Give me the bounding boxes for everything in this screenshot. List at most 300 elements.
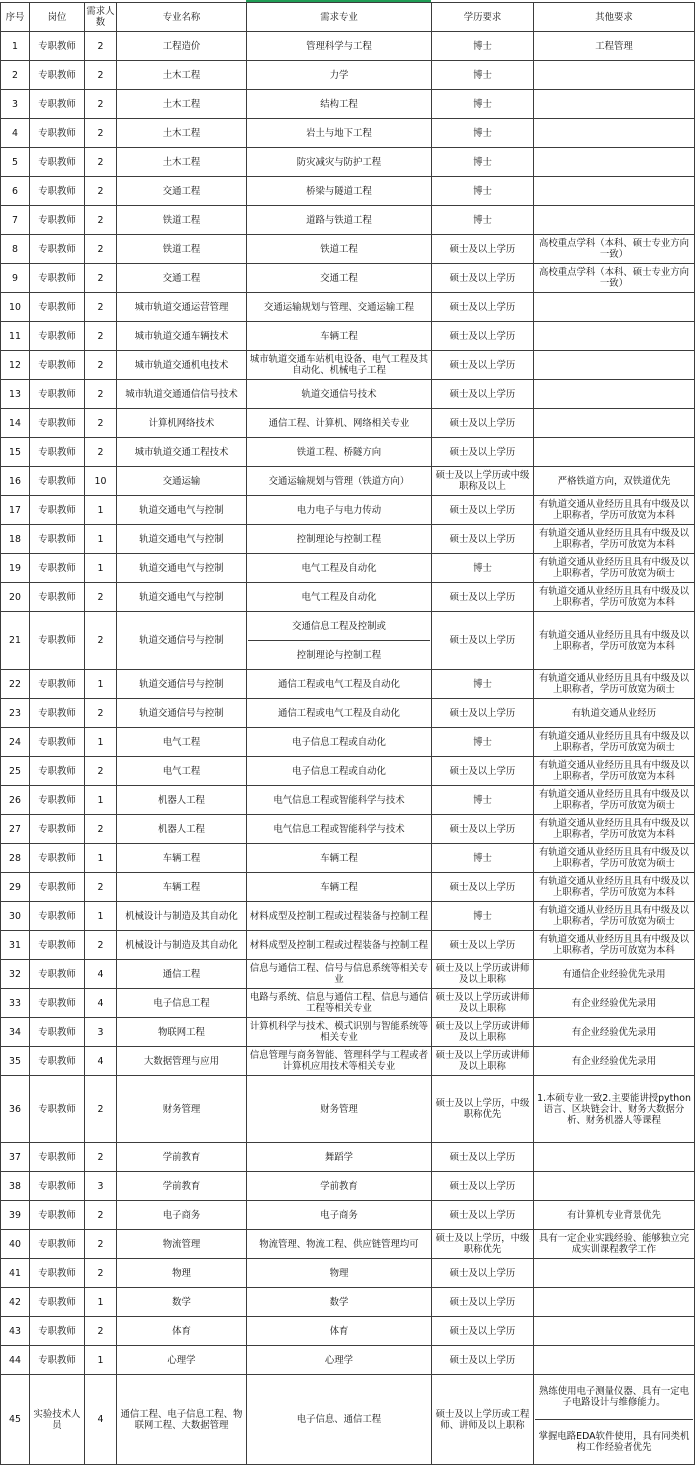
table-row xyxy=(1,1259,695,1288)
table-row xyxy=(1,61,695,90)
table-row xyxy=(1,177,695,206)
cell-other: 有轨道交通从业经历且具有中级及以上职称者，学历可放宽为硕士 xyxy=(534,670,695,699)
cell-other: 有轨道交通从业经历且具有中级及以上职称者，学历可放宽为硕士 xyxy=(534,554,695,583)
table-row xyxy=(1,728,695,757)
cell-count: 1 xyxy=(85,1288,117,1317)
cell-count: 2 xyxy=(85,931,117,960)
cell-required-major: 电气工程及自动化 xyxy=(247,554,432,583)
cell-major: 工程造价 xyxy=(117,32,247,61)
cell-count: 4 xyxy=(85,1047,117,1076)
cell-required-major: 道路与铁道工程 xyxy=(247,206,432,235)
cell-post: 专职教师 xyxy=(30,1143,85,1172)
cell-post: 专职教师 xyxy=(30,931,85,960)
cell-major: 电子信息工程 xyxy=(117,989,247,1018)
cell-education: 硕士及以上学历 xyxy=(432,1172,534,1201)
cell-post: 专职教师 xyxy=(30,235,85,264)
cell-required-major: 计算机科学与技术、模式识别与智能系统等相关专业 xyxy=(247,1018,432,1047)
cell-no: 19 xyxy=(1,554,30,583)
cell-required-major: 电力电子与电力传动 xyxy=(247,496,432,525)
cell-no: 15 xyxy=(1,438,30,467)
cell-major: 通信工程、电子信息工程、物联网工程、大数据管理 xyxy=(117,1375,247,1465)
cell-required-major: 信息与通信工程、信号与信息系统等相关专业 xyxy=(247,960,432,989)
table-row xyxy=(1,815,695,844)
cell-no: 28 xyxy=(1,844,30,873)
table-row xyxy=(1,119,695,148)
table-row xyxy=(1,960,695,989)
cell-no: 21 xyxy=(1,612,30,670)
cell-other xyxy=(534,1288,695,1317)
cell-required-major: 交通运输规划与管理、交通运输工程 xyxy=(247,293,432,322)
cell-major: 铁道工程 xyxy=(117,235,247,264)
cell-count: 2 xyxy=(85,583,117,612)
cell-major: 城市轨道交通运营管理 xyxy=(117,293,247,322)
cell-count: 1 xyxy=(85,844,117,873)
cell-education: 硕士及以上学历 xyxy=(432,612,534,670)
cell-education: 硕士及以上学历 xyxy=(432,496,534,525)
cell-required-major-part: 控制理论与控制工程 xyxy=(248,640,430,669)
table-row xyxy=(1,1201,695,1230)
cell-other: 严格铁道方向，双铁道优先 xyxy=(534,467,695,496)
recruitment-table xyxy=(0,2,695,1465)
cell-education: 博士 xyxy=(432,90,534,119)
cell-other: 有轨道交通从业经历且具有中级及以上职称者，学历可放宽为硕士 xyxy=(534,844,695,873)
cell-post: 专职教师 xyxy=(30,90,85,119)
table-row xyxy=(1,351,695,380)
cell-no: 39 xyxy=(1,1201,30,1230)
cell-post: 专职教师 xyxy=(30,1230,85,1259)
cell-post: 专职教师 xyxy=(30,960,85,989)
cell-other xyxy=(534,409,695,438)
cell-post: 专职教师 xyxy=(30,1201,85,1230)
cell-post: 专职教师 xyxy=(30,409,85,438)
table-row xyxy=(1,786,695,815)
cell-required-major: 学前教育 xyxy=(247,1172,432,1201)
cell-education: 硕士及以上学历或讲师及以上职称 xyxy=(432,989,534,1018)
cell-post: 专职教师 xyxy=(30,438,85,467)
cell-post: 实验技术人员 xyxy=(30,1375,85,1465)
cell-major: 机器人工程 xyxy=(117,786,247,815)
cell-post: 专职教师 xyxy=(30,380,85,409)
cell-education: 硕士及以上学历 xyxy=(432,699,534,728)
cell-education: 硕士及以上学历 xyxy=(432,293,534,322)
table-row xyxy=(1,32,695,61)
cell-education: 硕士及以上学历 xyxy=(432,583,534,612)
cell-required-major: 舞蹈学 xyxy=(247,1143,432,1172)
table-row xyxy=(1,467,695,496)
cell-other xyxy=(534,206,695,235)
cell-count: 1 xyxy=(85,786,117,815)
cell-other: 有轨道交通从业经历且具有中级及以上职称者，学历可放宽为本科 xyxy=(534,873,695,902)
cell-post: 专职教师 xyxy=(30,728,85,757)
cell-other xyxy=(534,438,695,467)
cell-no: 12 xyxy=(1,351,30,380)
cell-education: 硕士及以上学历，中级职称优先 xyxy=(432,1076,534,1143)
cell-education: 硕士及以上学历 xyxy=(432,525,534,554)
cell-required-major: 物流管理、物流工程、供应链管理均可 xyxy=(247,1230,432,1259)
cell-other xyxy=(534,119,695,148)
cell-major: 电气工程 xyxy=(117,757,247,786)
cell-count: 1 xyxy=(85,670,117,699)
cell-count: 2 xyxy=(85,1201,117,1230)
cell-major: 计算机网络技术 xyxy=(117,409,247,438)
cell-no: 8 xyxy=(1,235,30,264)
cell-no: 20 xyxy=(1,583,30,612)
cell-other: 有轨道交通从业经历且具有中级及以上职称者，学历可放宽为硕士 xyxy=(534,728,695,757)
cell-no: 25 xyxy=(1,757,30,786)
cell-other: 有通信企业经验优先录用 xyxy=(534,960,695,989)
cell-education: 硕士及以上学历或工程师、讲师及以上职称 xyxy=(432,1375,534,1465)
cell-other: 有轨道交通从业经历且具有中级及以上职称者，学历可放宽为硕士 xyxy=(534,786,695,815)
cell-required-major: 防灾减灾与防护工程 xyxy=(247,148,432,177)
cell-other-part: 熟练使用电子测量仪器、具有一定电子电路设计与维修能力。 xyxy=(538,1386,689,1408)
cell-education: 博士 xyxy=(432,61,534,90)
table-row xyxy=(1,873,695,902)
cell-major: 电子商务 xyxy=(117,1201,247,1230)
cell-major: 轨道交通信号与控制 xyxy=(117,670,247,699)
cell-major: 通信工程 xyxy=(117,960,247,989)
cell-post: 专职教师 xyxy=(30,1047,85,1076)
cell-education: 博士 xyxy=(432,728,534,757)
cell-education: 硕士及以上学历 xyxy=(432,1201,534,1230)
cell-required-major: 车辆工程 xyxy=(247,322,432,351)
cell-post: 专职教师 xyxy=(30,496,85,525)
cell-major: 交通工程 xyxy=(117,264,247,293)
cell-count: 2 xyxy=(85,1317,117,1346)
cell-post: 专职教师 xyxy=(30,264,85,293)
cell-post: 专职教师 xyxy=(30,786,85,815)
cell-education: 硕士及以上学历 xyxy=(432,438,534,467)
cell-required-major: 通信工程或电气工程及自动化 xyxy=(247,699,432,728)
cell-other: 有轨道交通从业经历且具有中级及以上职称者，学历可放宽为本科 xyxy=(534,525,695,554)
cell-no: 41 xyxy=(1,1259,30,1288)
table-row xyxy=(1,931,695,960)
cell-no: 26 xyxy=(1,786,30,815)
cell-education: 硕士及以上学历 xyxy=(432,815,534,844)
cell-no: 24 xyxy=(1,728,30,757)
cell-required-major: 车辆工程 xyxy=(247,844,432,873)
cell-major: 轨道交通信号与控制 xyxy=(117,699,247,728)
cell-no: 40 xyxy=(1,1230,30,1259)
cell-major: 机械设计与制造及其自动化 xyxy=(117,931,247,960)
cell-required-major: 交通运输规划与管理（铁道方向） xyxy=(247,467,432,496)
cell-major: 大数据管理与应用 xyxy=(117,1047,247,1076)
cell-major: 轨道交通电气与控制 xyxy=(117,525,247,554)
table-row xyxy=(1,322,695,351)
cell-count: 2 xyxy=(85,815,117,844)
cell-count: 2 xyxy=(85,293,117,322)
cell-count: 2 xyxy=(85,351,117,380)
cell-education: 硕士及以上学历 xyxy=(432,1259,534,1288)
cell-count: 2 xyxy=(85,90,117,119)
cell-no: 38 xyxy=(1,1172,30,1201)
cell-post: 专职教师 xyxy=(30,1018,85,1047)
cell-other: 有轨道交通从业经历且具有中级及以上职称者，学历可放宽为硕士 xyxy=(534,902,695,931)
cell-count: 1 xyxy=(85,728,117,757)
cell-no: 45 xyxy=(1,1375,30,1465)
cell-count: 2 xyxy=(85,177,117,206)
table-row xyxy=(1,554,695,583)
cell-no: 18 xyxy=(1,525,30,554)
cell-no: 31 xyxy=(1,931,30,960)
cell-no: 43 xyxy=(1,1317,30,1346)
table-row xyxy=(1,264,695,293)
cell-required-major: 电路与系统、信息与通信工程、信息与通信工程等相关专业 xyxy=(247,989,432,1018)
cell-required-major: 体育 xyxy=(247,1317,432,1346)
cell-required-major: 物理 xyxy=(247,1259,432,1288)
cell-no: 17 xyxy=(1,496,30,525)
cell-education: 硕士及以上学历，中级职称优先 xyxy=(432,1230,534,1259)
cell-other: 高校重点学科（本科、硕士专业方向一致） xyxy=(534,235,695,264)
cell-other: 有轨道交通从业经历且具有中级及以上职称者，学历可放宽为本科 xyxy=(534,815,695,844)
cell-required-major: 力学 xyxy=(247,61,432,90)
cell-major: 数学 xyxy=(117,1288,247,1317)
cell-count: 2 xyxy=(85,264,117,293)
cell-no: 11 xyxy=(1,322,30,351)
cell-education: 硕士及以上学历 xyxy=(432,873,534,902)
cell-education: 博士 xyxy=(432,148,534,177)
cell-major: 物理 xyxy=(117,1259,247,1288)
table-row xyxy=(1,1346,695,1375)
cell-post: 专职教师 xyxy=(30,815,85,844)
cell-required-major: 轨道交通信号技术 xyxy=(247,380,432,409)
cell-no: 4 xyxy=(1,119,30,148)
cell-other: 有轨道交通从业经历且具有中级及以上职称者，学历可放宽为本科 xyxy=(534,583,695,612)
table-row xyxy=(1,699,695,728)
cell-education: 硕士及以上学历或讲师及以上职称 xyxy=(432,1018,534,1047)
cell-required-major: 车辆工程 xyxy=(247,873,432,902)
cell-count: 1 xyxy=(85,554,117,583)
cell-no: 34 xyxy=(1,1018,30,1047)
cell-required-major xyxy=(247,612,432,670)
cell-count: 2 xyxy=(85,61,117,90)
cell-required-major: 电子信息、通信工程 xyxy=(247,1375,432,1465)
cell-required-major: 通信工程或电气工程及自动化 xyxy=(247,670,432,699)
cell-required-major: 材料成型及控制工程或过程装备与控制工程 xyxy=(247,931,432,960)
cell-post: 专职教师 xyxy=(30,467,85,496)
cell-no: 27 xyxy=(1,815,30,844)
cell-major: 学前教育 xyxy=(117,1172,247,1201)
cell-post: 专职教师 xyxy=(30,844,85,873)
table-row xyxy=(1,1230,695,1259)
cell-major: 土木工程 xyxy=(117,119,247,148)
cell-count: 2 xyxy=(85,1230,117,1259)
cell-major: 土木工程 xyxy=(117,90,247,119)
cell-count: 3 xyxy=(85,1172,117,1201)
cell-education: 硕士及以上学历 xyxy=(432,322,534,351)
cell-post: 专职教师 xyxy=(30,1259,85,1288)
cell-post: 专职教师 xyxy=(30,148,85,177)
header-education: 学历要求 xyxy=(432,3,534,32)
cell-no: 6 xyxy=(1,177,30,206)
cell-other: 有计算机专业背景优先 xyxy=(534,1201,695,1230)
cell-required-major: 交通工程 xyxy=(247,264,432,293)
cell-count: 2 xyxy=(85,380,117,409)
cell-education: 博士 xyxy=(432,786,534,815)
cell-other-part: 掌握电路EDA软件使用，具有同类机构工作经验者优先 xyxy=(535,1419,693,1464)
cell-no: 29 xyxy=(1,873,30,902)
cell-count: 1 xyxy=(85,525,117,554)
table-row xyxy=(1,1317,695,1346)
cell-no: 5 xyxy=(1,148,30,177)
cell-major: 电气工程 xyxy=(117,728,247,757)
cell-other: 有企业经验优先录用 xyxy=(534,989,695,1018)
cell-education: 博士 xyxy=(432,902,534,931)
cell-post: 专职教师 xyxy=(30,757,85,786)
cell-other: 有轨道交通从业经历且具有中级及以上职称者，学历可放宽为本科 xyxy=(534,612,695,670)
cell-post: 专职教师 xyxy=(30,1288,85,1317)
cell-no: 32 xyxy=(1,960,30,989)
cell-major: 城市轨道交通机电技术 xyxy=(117,351,247,380)
cell-count: 3 xyxy=(85,1018,117,1047)
cell-no: 16 xyxy=(1,467,30,496)
cell-post: 专职教师 xyxy=(30,525,85,554)
table-row xyxy=(1,902,695,931)
cell-major: 交通工程 xyxy=(117,177,247,206)
cell-no: 30 xyxy=(1,902,30,931)
cell-post: 专职教师 xyxy=(30,699,85,728)
cell-post: 专职教师 xyxy=(30,583,85,612)
cell-major: 轨道交通电气与控制 xyxy=(117,554,247,583)
cell-education: 博士 xyxy=(432,32,534,61)
cell-major: 学前教育 xyxy=(117,1143,247,1172)
cell-other xyxy=(534,351,695,380)
table-row xyxy=(1,409,695,438)
cell-other xyxy=(534,1143,695,1172)
cell-post: 专职教师 xyxy=(30,206,85,235)
cell-no: 33 xyxy=(1,989,30,1018)
table-row xyxy=(1,235,695,264)
cell-required-major: 电子信息工程或自动化 xyxy=(247,757,432,786)
table-row xyxy=(1,1018,695,1047)
cell-no: 9 xyxy=(1,264,30,293)
cell-required-major: 电气工程及自动化 xyxy=(247,583,432,612)
cell-education: 博士 xyxy=(432,119,534,148)
cell-count: 2 xyxy=(85,1143,117,1172)
cell-count: 2 xyxy=(85,1076,117,1143)
cell-no: 2 xyxy=(1,61,30,90)
cell-post: 专职教师 xyxy=(30,1317,85,1346)
cell-required-major: 结构工程 xyxy=(247,90,432,119)
table-row xyxy=(1,1076,695,1143)
cell-no: 36 xyxy=(1,1076,30,1143)
cell-count: 2 xyxy=(85,409,117,438)
cell-major: 机械设计与制造及其自动化 xyxy=(117,902,247,931)
cell-count: 1 xyxy=(85,496,117,525)
table-row xyxy=(1,1143,695,1172)
cell-no: 3 xyxy=(1,90,30,119)
cell-major: 土木工程 xyxy=(117,148,247,177)
cell-education: 硕士及以上学历或讲师及以上职称 xyxy=(432,1047,534,1076)
cell-other xyxy=(534,380,695,409)
cell-required-major: 心理学 xyxy=(247,1346,432,1375)
cell-other xyxy=(534,61,695,90)
cell-other: 有轨道交通从业经历 xyxy=(534,699,695,728)
cell-other: 具有一定企业实践经验、能够独立完成实训课程教学工作 xyxy=(534,1230,695,1259)
cell-no: 44 xyxy=(1,1346,30,1375)
cell-other xyxy=(534,293,695,322)
cell-required-major: 电气信息工程或智能科学与技术 xyxy=(247,815,432,844)
cell-post: 专职教师 xyxy=(30,351,85,380)
cell-post: 专职教师 xyxy=(30,293,85,322)
cell-education: 硕士及以上学历 xyxy=(432,1346,534,1375)
cell-post: 专职教师 xyxy=(30,1076,85,1143)
cell-required-major: 电气信息工程或智能科学与技术 xyxy=(247,786,432,815)
cell-other xyxy=(534,1317,695,1346)
cell-education: 硕士及以上学历 xyxy=(432,351,534,380)
cell-post: 专职教师 xyxy=(30,119,85,148)
cell-education: 硕士及以上学历 xyxy=(432,1288,534,1317)
cell-no: 13 xyxy=(1,380,30,409)
cell-other xyxy=(534,1346,695,1375)
cell-count: 2 xyxy=(85,206,117,235)
cell-education: 硕士及以上学历 xyxy=(432,380,534,409)
cell-count: 2 xyxy=(85,322,117,351)
table-row xyxy=(1,293,695,322)
cell-major: 财务管理 xyxy=(117,1076,247,1143)
cell-required-major: 通信工程、计算机、网络相关专业 xyxy=(247,409,432,438)
cell-required-major: 铁道工程、桥隧方向 xyxy=(247,438,432,467)
cell-other: 高校重点学科（本科、硕士专业方向一致） xyxy=(534,264,695,293)
cell-other: 有企业经验优先录用 xyxy=(534,1018,695,1047)
cell-count: 4 xyxy=(85,1375,117,1465)
cell-major: 城市轨道交通通信信号技术 xyxy=(117,380,247,409)
cell-major: 心理学 xyxy=(117,1346,247,1375)
cell-no: 42 xyxy=(1,1288,30,1317)
cell-count: 4 xyxy=(85,989,117,1018)
cell-post: 专职教师 xyxy=(30,1172,85,1201)
table-row xyxy=(1,583,695,612)
cell-education: 硕士及以上学历 xyxy=(432,931,534,960)
cell-other xyxy=(534,177,695,206)
cell-education: 硕士及以上学历 xyxy=(432,757,534,786)
cell-no: 35 xyxy=(1,1047,30,1076)
cell-required-major: 城市轨道交通车站机电设备、电气工程及其自动化、机械电子工程 xyxy=(247,351,432,380)
cell-post: 专职教师 xyxy=(30,177,85,206)
cell-education: 硕士及以上学历 xyxy=(432,264,534,293)
cell-required-major: 材料成型及控制工程或过程装备与控制工程 xyxy=(247,902,432,931)
header-other: 其他要求 xyxy=(534,3,695,32)
cell-post: 专职教师 xyxy=(30,32,85,61)
cell-major: 城市轨道交通工程技术 xyxy=(117,438,247,467)
cell-count: 2 xyxy=(85,757,117,786)
cell-major: 体育 xyxy=(117,1317,247,1346)
cell-count: 10 xyxy=(85,467,117,496)
cell-post: 专职教师 xyxy=(30,322,85,351)
cell-no: 14 xyxy=(1,409,30,438)
cell-major: 车辆工程 xyxy=(117,873,247,902)
cell-major: 城市轨道交通车辆技术 xyxy=(117,322,247,351)
cell-required-major: 岩土与地下工程 xyxy=(247,119,432,148)
cell-other: 有企业经验优先录用 xyxy=(534,1047,695,1076)
cell-no: 7 xyxy=(1,206,30,235)
table-row xyxy=(1,206,695,235)
cell-required-major: 铁道工程 xyxy=(247,235,432,264)
table-row xyxy=(1,1172,695,1201)
cell-required-major: 数学 xyxy=(247,1288,432,1317)
cell-count: 2 xyxy=(85,1259,117,1288)
cell-other xyxy=(534,148,695,177)
table-row xyxy=(1,525,695,554)
cell-other: 有轨道交通从业经历且具有中级及以上职称者，学历可放宽为本科 xyxy=(534,496,695,525)
cell-required-major: 财务管理 xyxy=(247,1076,432,1143)
cell-count: 2 xyxy=(85,119,117,148)
cell-count: 4 xyxy=(85,960,117,989)
cell-other: 1.本硕专业一致2.主要能讲授python语言、区块链会计、财务大数据分析、财务机器人等课程 xyxy=(534,1076,695,1143)
cell-count: 2 xyxy=(85,873,117,902)
cell-required-major: 管理科学与工程 xyxy=(247,32,432,61)
cell-post: 专职教师 xyxy=(30,670,85,699)
table-body xyxy=(1,32,695,1465)
